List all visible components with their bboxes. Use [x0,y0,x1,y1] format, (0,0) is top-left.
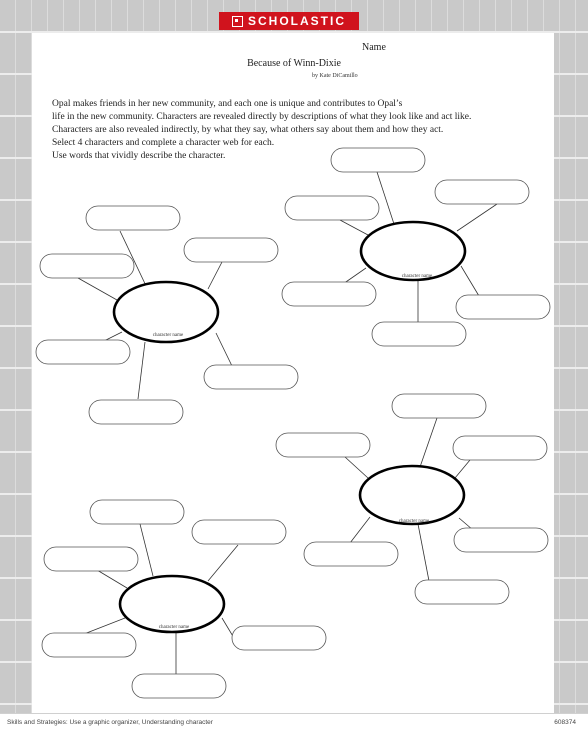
trait-box[interactable] [192,520,286,544]
trait-box[interactable] [372,322,466,346]
character-oval [361,222,465,280]
trait-box[interactable] [282,282,376,306]
brand-text: SCHOLASTIC [248,14,346,28]
trait-box[interactable] [86,206,180,230]
trait-box[interactable] [454,528,548,552]
instruction-line: Opal makes friends in her new community, and each one is unique and contributes to Opal’s [52,99,403,109]
trait-box[interactable] [44,547,138,571]
trait-box[interactable] [415,580,509,604]
character-web-3 [276,394,548,604]
instruction-line: Characters are also revealed indirectly, by what they say, what others say about them and how they act. [52,125,444,135]
trait-box[interactable] [132,674,226,698]
trait-box[interactable] [89,400,183,424]
trait-box[interactable] [184,238,278,262]
character-name-label: character name [398,519,430,524]
character-oval [360,466,464,524]
character-name-label: character name [401,274,433,279]
footer-skills-text: Skills and Strategies: Use a graphic organizer, Understanding character [7,719,213,726]
instruction-line: Use words that vividly describe the character. [52,151,226,161]
character-name-label: character name [158,625,190,630]
instruction-line: life in the new community. Characters are revealed directly by descriptions of what they look like and act like. [52,112,472,122]
author-line: by Kate DiCamillo [312,73,358,79]
name-label: Name [362,42,386,53]
trait-box[interactable] [435,180,529,204]
character-name-label: character name [152,333,184,338]
trait-box[interactable] [40,254,134,278]
trait-box[interactable] [331,148,425,172]
trait-box[interactable] [392,394,486,418]
trait-box[interactable] [456,295,550,319]
trait-box[interactable] [232,626,326,650]
footer-product-code: 608374 [554,719,576,726]
trait-box[interactable] [304,542,398,566]
character-web-2 [282,148,550,346]
worksheet-title: Because of Winn-Dixie [247,58,341,69]
footer [0,713,588,746]
trait-box[interactable] [36,340,130,364]
trait-box[interactable] [285,196,379,220]
instruction-line: Select 4 characters and complete a character web for each. [52,138,275,148]
character-web-1 [36,206,298,424]
trait-box[interactable] [204,365,298,389]
trait-box[interactable] [90,500,184,524]
character-oval [120,576,224,632]
trait-box[interactable] [453,436,547,460]
trait-box[interactable] [42,633,136,657]
character-web-4 [42,500,326,698]
trait-box[interactable] [276,433,370,457]
